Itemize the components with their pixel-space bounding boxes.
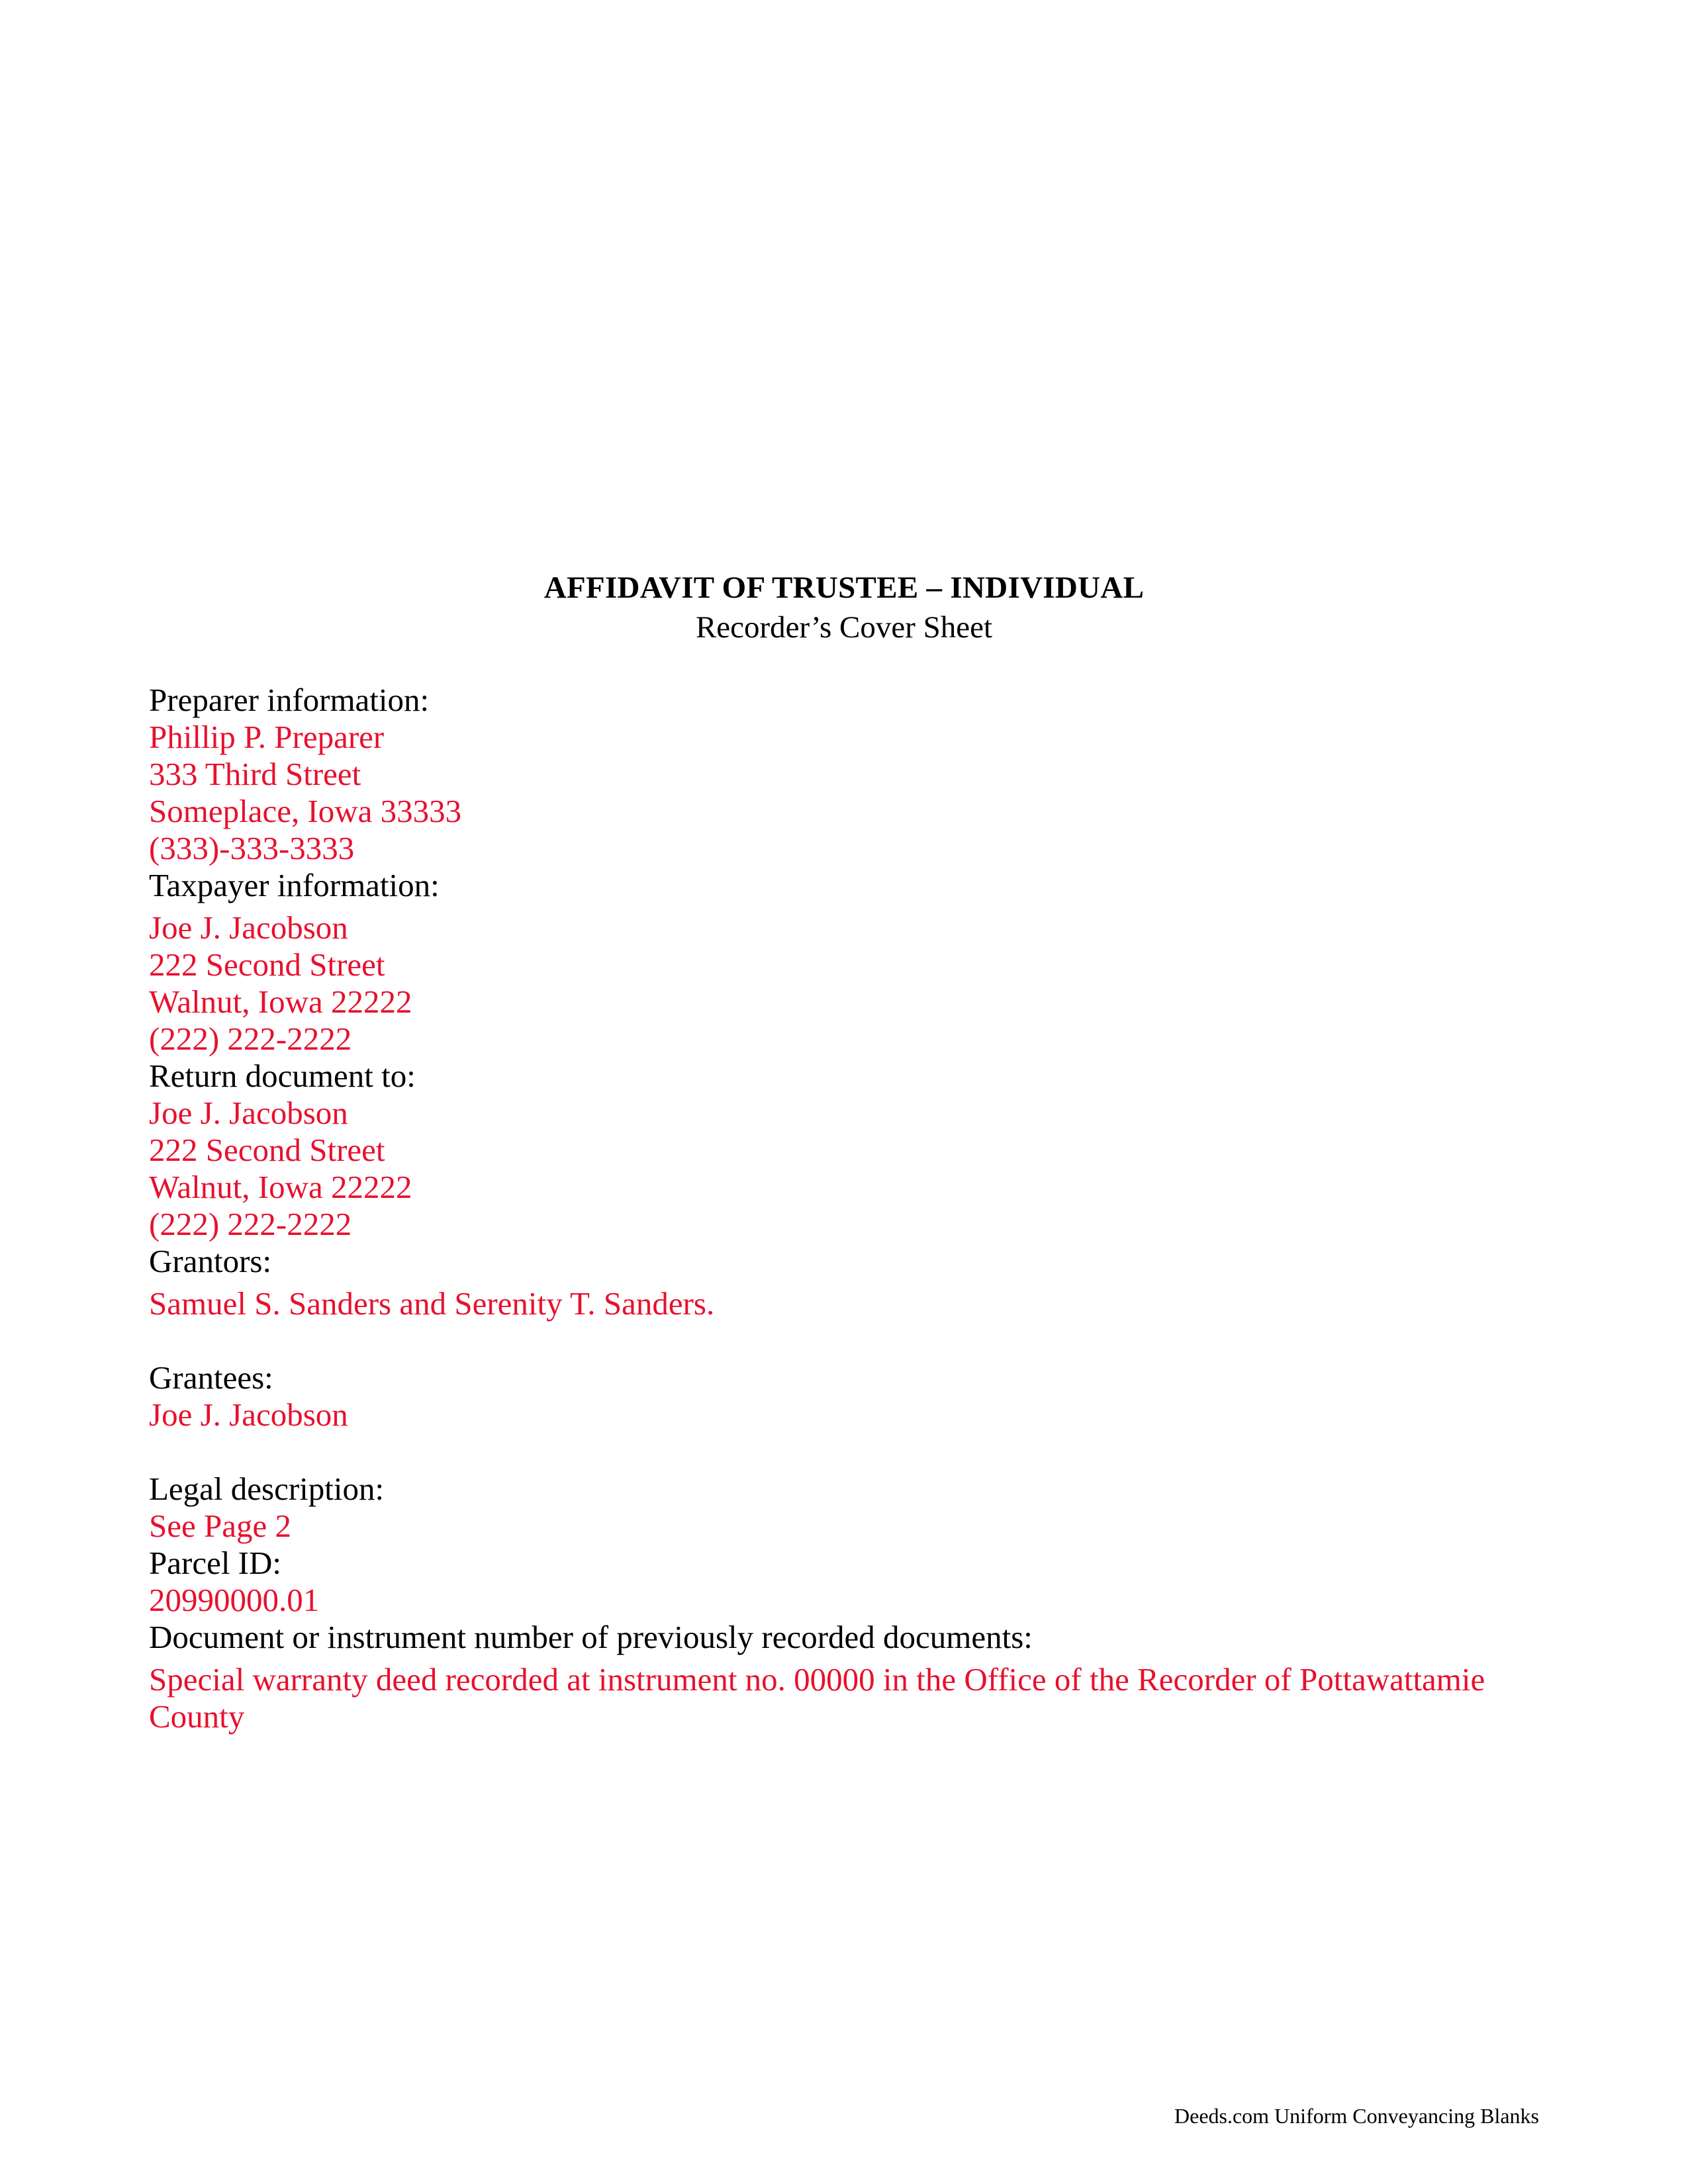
parcel-value: 20990000.01 — [149, 1582, 320, 1618]
preparer-section — [149, 682, 1552, 867]
parcel-section — [149, 1545, 1552, 1619]
legal-description-section — [149, 1471, 1552, 1545]
grantees-label: Grantees: — [149, 1359, 273, 1396]
cover-sheet-content — [149, 682, 1552, 1735]
preparer-street: 333 Third Street — [149, 756, 361, 792]
grantees-section — [149, 1359, 1552, 1433]
taxpayer-street: 222 Second Street — [149, 946, 385, 983]
legal-description-value: See Page 2 — [149, 1508, 291, 1544]
preparer-name: Phillip P. Preparer — [149, 719, 385, 755]
footer-credit: Deeds.com Uniform Conveyancing Blanks — [1174, 2104, 1539, 2128]
taxpayer-section — [149, 867, 1552, 1058]
previous-documents-label: Document or instrument number of previously recorded documents: — [149, 1619, 1033, 1655]
taxpayer-label: Taxpayer information: — [149, 867, 440, 903]
taxpayer-city: Walnut, Iowa 22222 — [149, 983, 412, 1020]
grantors-value: Samuel S. Sanders and Serenity T. Sanders. — [149, 1285, 715, 1322]
grantors-label: Grantors: — [149, 1243, 272, 1279]
grantees-value: Joe J. Jacobson — [149, 1396, 348, 1433]
document-title: AFFIDAVIT OF TRUSTEE – INDIVIDUAL — [543, 570, 1145, 605]
return-to-name: Joe J. Jacobson — [149, 1095, 348, 1131]
taxpayer-name: Joe J. Jacobson — [149, 909, 348, 946]
preparer-label: Preparer information: — [149, 682, 430, 718]
grantors-section — [149, 1243, 1552, 1322]
parcel-label: Parcel ID: — [149, 1545, 281, 1581]
return-to-city: Walnut, Iowa 22222 — [149, 1169, 412, 1205]
previous-documents-section — [149, 1619, 1552, 1735]
preparer-city: Someplace, Iowa 33333 — [149, 793, 462, 829]
previous-documents-value: Special warranty deed recorded at instrument no. 00000 in the Office of the Recorder of Pottawattamie County — [149, 1661, 1485, 1735]
return-to-street: 222 Second Street — [149, 1132, 385, 1168]
document-subtitle: Recorder’s Cover Sheet — [695, 610, 993, 645]
return-to-section — [149, 1058, 1552, 1243]
preparer-phone: (333)-333-3333 — [149, 830, 355, 866]
legal-description-label: Legal description: — [149, 1471, 385, 1507]
taxpayer-phone: (222) 222-2222 — [149, 1021, 352, 1057]
title-block — [0, 568, 1688, 647]
return-to-label: Return document to: — [149, 1058, 416, 1094]
return-to-phone: (222) 222-2222 — [149, 1206, 352, 1242]
